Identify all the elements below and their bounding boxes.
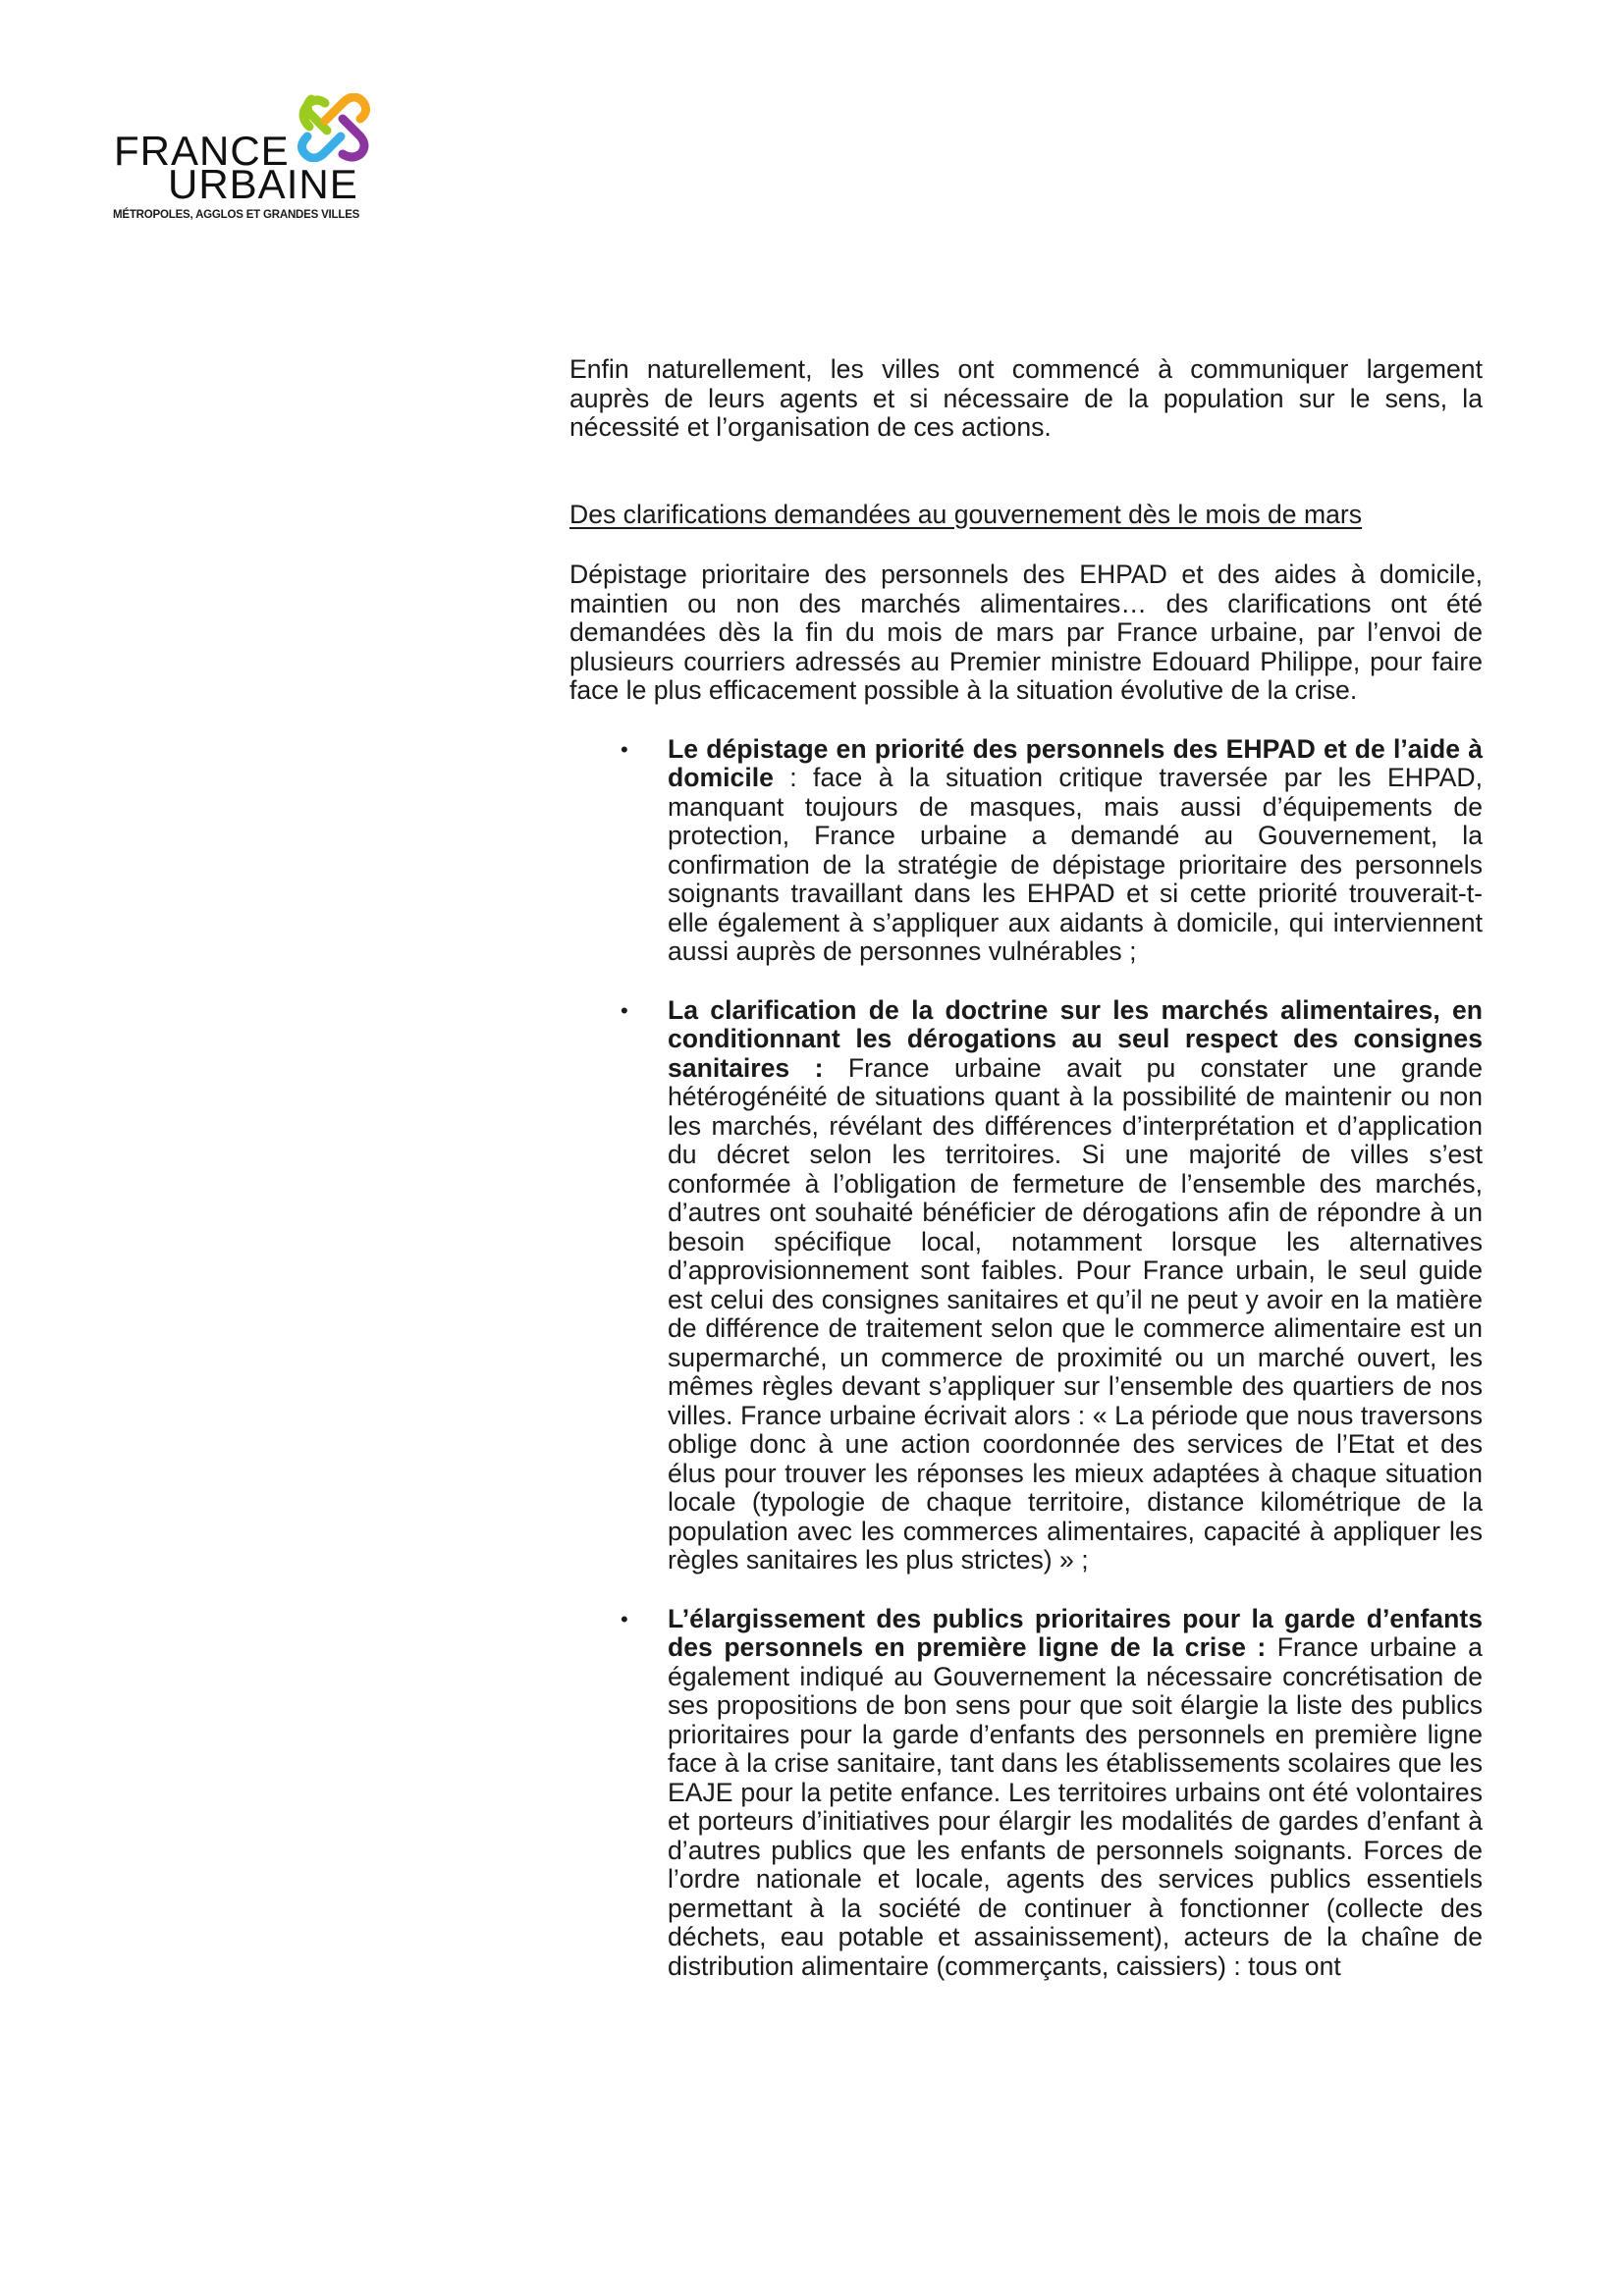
list-item	[569, 996, 1483, 1575]
list-item-text: France urbaine avait pu constater une grande hétérogénéité de situations quant à la possibilité de maintenir ou non les marchés, révélant des différences d’interprétation et d’application du décret selon les territoires. Si une majorité de villes s’est conformée à l’obligation de fermeture de l’ensemble des marchés, d’autres ont souhaité bénéficier de dérogations afin de répondre à un besoin spécifique local, notamment lorsque les alternatives d’approvisionnement sont faibles. Pour France urbain, le seul guide est celui des consignes sanitaires et qu’il ne peut y avoir en la matière de différence de traitement selon que le commerce alimentaire est un supermarché, un commerce de proximité ou un marché ouvert, les mêmes règles devant s’appliquer sur l’ensemble des quartiers de nos villes. France urbaine écrivait alors : « La période que nous traversons oblige donc à une action coordonnée des services de l’Etat et des élus pour trouver les réponses les mieux adaptées à chaque situation locale (typologie de chaque territoire, distance kilométrique de la population avec les commerces alimentaires, capacité à appliquer les règles sanitaires les plus strictes) » ;	[668, 1052, 1483, 1575]
list-item	[569, 1605, 1483, 1982]
bullet-icon: •	[621, 997, 628, 1023]
section-heading: Des clarifications demandées au gouvernement dès le mois de mars	[569, 499, 1363, 529]
logo-blue-loop	[301, 136, 341, 158]
logo-word-france: FRANCE	[114, 128, 290, 174]
logo-tagline: MÉTROPOLES, AGGLOS ET GRANDES VILLES	[113, 209, 360, 221]
document-body	[569, 355, 1483, 2010]
bullet-list	[569, 735, 1483, 1982]
bullet-icon: •	[621, 1606, 628, 1631]
france-urbaine-logo	[111, 93, 376, 231]
list-item	[569, 735, 1483, 967]
list-item-title: Le dépistage en priorité des personnels des EHPAD et de l’aide à domicile	[668, 733, 1483, 792]
list-item-text: : face à la situation critique traversée par les EHPAD, manquant toujours de masques, mais aussi d’équipements de protection, France urbaine a demandé au Gouvernement, la confirmation de la stratégie de dépistage prioritaire des personnels soignants travaillant dans les EHPAD et si cette priorité trouverait-t-elle également à s’appliquer aux aidants à domicile, qui interviennent aussi auprès de personnes vulnérables ;	[668, 763, 1483, 966]
logo-knot-icon	[296, 93, 372, 162]
logo-word-urbaine: URBAINE	[168, 161, 358, 207]
list-item-text: France urbaine a également indiqué au Gouvernement la nécessaire concrétisation de ses propositions de bon sens pour que soit élargie la liste des publics prioritaires pour la garde d’enfants des personnels en première ligne face à la crise sanitaire, tant dans les établissements scolaires que les EAJE pour la petite enfance. Les territoires urbains ont été volontaires et porteurs d’initiatives pour élargir les modalités de gardes d’enfant à d’autres publics que les enfants de personnels soignants. Forces de l’ordre nationale et locale, agents des services publics essentiels permettant à la société de continuer à fonctionner (collecte des déchets, eau potable et assainissement), acteurs de la chaîne de distribution alimentaire (commerçants, caissiers) : tous ont	[668, 1632, 1483, 1981]
intro-paragraph: Enfin naturellement, les villes ont commencé à communiquer largement auprès de leurs agents et si nécessaire de la population sur le sens, la nécessité et l’organisation de ces actions.	[569, 354, 1483, 442]
section-paragraph: Dépistage prioritaire des personnels des EHPAD et des aides à domicile, maintien ou non des marchés alimentaires… des clarifications ont été demandées dès la fin du mois de mars par France urbaine, par l’envoi de plusieurs courriers adressés au Premier ministre Edouard Philippe, pour faire face le plus efficacement possible à la situation évolutive de la crise.	[569, 560, 1483, 705]
logo-purple-loop	[343, 119, 364, 157]
list-item-title: L’élargissement des publics prioritaires pour la garde d’enfants des personnels en première ligne de la crise :	[668, 1603, 1483, 1662]
bullet-icon: •	[621, 736, 628, 762]
list-item-title: La clarification de la doctrine sur les marchés alimentaires, en conditionnant les dérogations au seul respect des consignes sanitaires :	[668, 994, 1483, 1083]
